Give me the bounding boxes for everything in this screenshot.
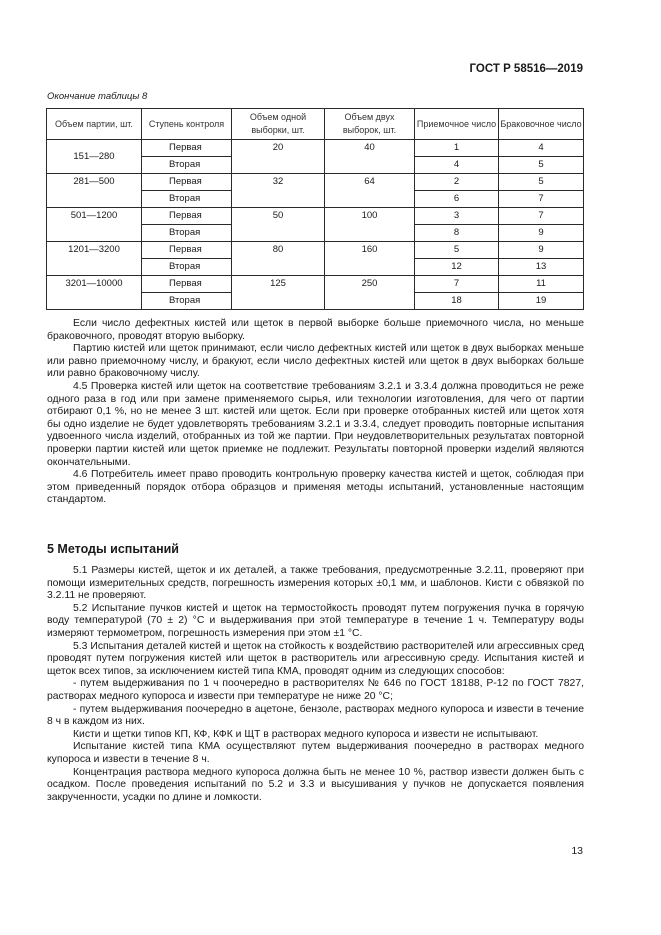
paragraph: - путем выдерживания поочередно в ацетоне, бензоле, растворах медного купороса и извести в течение 8 ч в каждом из них. bbox=[47, 703, 584, 728]
lower-text-block bbox=[47, 565, 584, 804]
two-samples-cell: 100 bbox=[325, 208, 415, 242]
acceptance-cell: 3 bbox=[415, 208, 499, 225]
paragraph: Концентрация раствора медного купороса должна быть не менее 10 %, раствор извести должен быть с осадком. После проведения испытаний по 5.2 и 3.3 и высушивания у пучков не допускается появления закрученности, усадки по длине и ломкости. bbox=[47, 766, 584, 803]
two-samples-cell: 160 bbox=[325, 242, 415, 276]
paragraph: Испытание кистей типа КМА осуществляют путем выдерживания поочередно в растворах медного купороса и извести в течение 8 ч. bbox=[47, 741, 584, 765]
two-samples-cell: 40 bbox=[325, 140, 415, 174]
lot-size-cell: 151—280 bbox=[47, 140, 142, 174]
two-samples-cell: 250 bbox=[325, 276, 415, 310]
lot-size-cell: 501—1200 bbox=[47, 208, 142, 242]
stage-cell: Вторая bbox=[142, 191, 232, 208]
lot-size-cell: 3201—10000 bbox=[47, 276, 142, 310]
rejection-cell: 13 bbox=[499, 259, 584, 276]
rejection-cell: 5 bbox=[499, 174, 584, 191]
one-sample-cell: 80 bbox=[232, 242, 325, 276]
acceptance-cell: 7 bbox=[415, 276, 499, 293]
paragraph: 5.1 Размеры кистей, щеток и их деталей, а также требования, предусмотренные 3.2.11, проверяют при помощи измерительных средств, погрешность измерения которых ±0,1 мм, и шаблонов. Кисти с обвязкой по 3.2.11 не проверяют. bbox=[47, 565, 584, 602]
table-row bbox=[47, 208, 584, 225]
table-row bbox=[47, 174, 584, 191]
standard-number: ГОСТ Р 58516—2019 bbox=[469, 63, 583, 75]
stage-cell: Первая bbox=[142, 276, 232, 293]
header-control-stage: Ступень контроля bbox=[142, 109, 232, 140]
rejection-cell: 9 bbox=[499, 242, 584, 259]
stage-cell: Вторая bbox=[142, 157, 232, 174]
stage-cell: Первая bbox=[142, 208, 232, 225]
stage-cell: Первая bbox=[142, 140, 232, 157]
header-lot-size: Объем партии, шт. bbox=[47, 109, 142, 140]
lot-size-cell: 1201—3200 bbox=[47, 242, 142, 276]
paragraph: 4.5 Проверка кистей или щеток на соответствие требованиям 3.2.1 и 3.3.4 должна проводиться не реже одного раза в год или при замене применяемого сырья, или технологии изготовления, для чего от партии отбирают 0,1 %, но не менее 3 шт. кистей или щеток. Если при проверке отобранных кистей или щеток хотя бы одно изделие не будет удовлетворять требованиям 3.2.1 и 3.3.4, следует проводить повторные испытания удвоенного числа изделий, отобранных из той же партии. При неудовлетворительных результатах повторной проверки партии кистей или щеток приемке не подлежит. Результаты повторной проверки изделий являются окончательными. bbox=[47, 380, 584, 468]
one-sample-cell: 20 bbox=[232, 140, 325, 174]
acceptance-cell: 5 bbox=[415, 242, 499, 259]
paragraph: Партию кистей или щеток принимают, если число дефектных кистей или щеток в двух выборках меньше или равно приемочному числу, и бракуют, если число дефектных кистей или щеток в двух выборках больше или равно браковочному числу. bbox=[47, 343, 584, 380]
stage-cell: Первая bbox=[142, 174, 232, 191]
header-rejection-number: Браковочное число bbox=[499, 109, 584, 140]
stage-cell: Первая bbox=[142, 242, 232, 259]
table-row bbox=[47, 140, 584, 157]
lot-size-cell: 281—500 bbox=[47, 174, 142, 208]
page-number: 13 bbox=[571, 845, 583, 857]
rejection-cell: 5 bbox=[499, 157, 584, 174]
rejection-cell: 11 bbox=[499, 276, 584, 293]
acceptance-cell: 6 bbox=[415, 191, 499, 208]
sampling-table bbox=[46, 108, 584, 310]
acceptance-cell: 12 bbox=[415, 259, 499, 276]
paragraph: 5.3 Испытания деталей кистей и щеток на стойкость к воздействию растворителей или агрессивных сред проводят путем погружения кистей или щеток в растворитель или агрессивную среду. Испытания кистей и щеток всех типов, за исключением кистей типа КМА, проводят одним из следующих способов: bbox=[47, 640, 584, 677]
stage-cell: Вторая bbox=[142, 259, 232, 276]
header-one-sample: Объем одной выборки, шт. bbox=[232, 109, 325, 140]
table-row bbox=[47, 242, 584, 259]
paragraph: Если число дефектных кистей или щеток в первой выборке больше приемочного числа, но меньше браковочного, проводят вторую выборку. bbox=[47, 318, 584, 342]
stage-cell: Вторая bbox=[142, 225, 232, 242]
upper-text-block bbox=[47, 318, 584, 507]
one-sample-cell: 125 bbox=[232, 276, 325, 310]
paragraph: Кисти и щетки типов КП, КФ, КФК и ЩТ в растворах медного купороса и извести не испытывают. bbox=[73, 728, 539, 740]
acceptance-cell: 4 bbox=[415, 157, 499, 174]
rejection-cell: 7 bbox=[499, 208, 584, 225]
one-sample-cell: 32 bbox=[232, 174, 325, 208]
two-samples-cell: 64 bbox=[325, 174, 415, 208]
header-two-samples: Объем двух выборок, шт. bbox=[325, 109, 415, 140]
paragraph: 5.2 Испытание пучков кистей и щеток на термостойкость проводят путем погружения пучка в горячую воду температурой (70 ± 2) °С и выдерживания при этой температуре в течение 1 ч. Температуру воды измеряют термометром, погрешность измерения при этом ±1 °С. bbox=[47, 602, 584, 639]
acceptance-cell: 1 bbox=[415, 140, 499, 157]
rejection-cell: 9 bbox=[499, 225, 584, 242]
paragraph: - путем выдерживания по 1 ч поочередно в растворителях № 646 по ГОСТ 18188, Р-12 по ГОСТ 7827, растворах медного купороса и извести при температуре не ниже 20 °С; bbox=[47, 678, 584, 702]
table-header-row bbox=[47, 109, 584, 140]
acceptance-cell: 2 bbox=[415, 174, 499, 191]
one-sample-cell: 50 bbox=[232, 208, 325, 242]
table-row bbox=[47, 276, 584, 293]
table-caption: Окончание таблицы 8 bbox=[47, 91, 148, 102]
rejection-cell: 7 bbox=[499, 191, 584, 208]
header-acceptance-number: Приемочное число bbox=[415, 109, 499, 140]
rejection-cell: 19 bbox=[499, 293, 584, 310]
paragraph: 4.6 Потребитель имеет право проводить контрольную проверку качества кистей и щеток, соблюдая при этом приведенный порядок отбора образцов и применяя методы испытаний, установленные настоящим стандартом. bbox=[47, 469, 584, 506]
stage-cell: Вторая bbox=[142, 293, 232, 310]
section-heading: 5 Методы испытаний bbox=[47, 542, 179, 556]
rejection-cell: 4 bbox=[499, 140, 584, 157]
acceptance-cell: 8 bbox=[415, 225, 499, 242]
acceptance-cell: 18 bbox=[415, 293, 499, 310]
